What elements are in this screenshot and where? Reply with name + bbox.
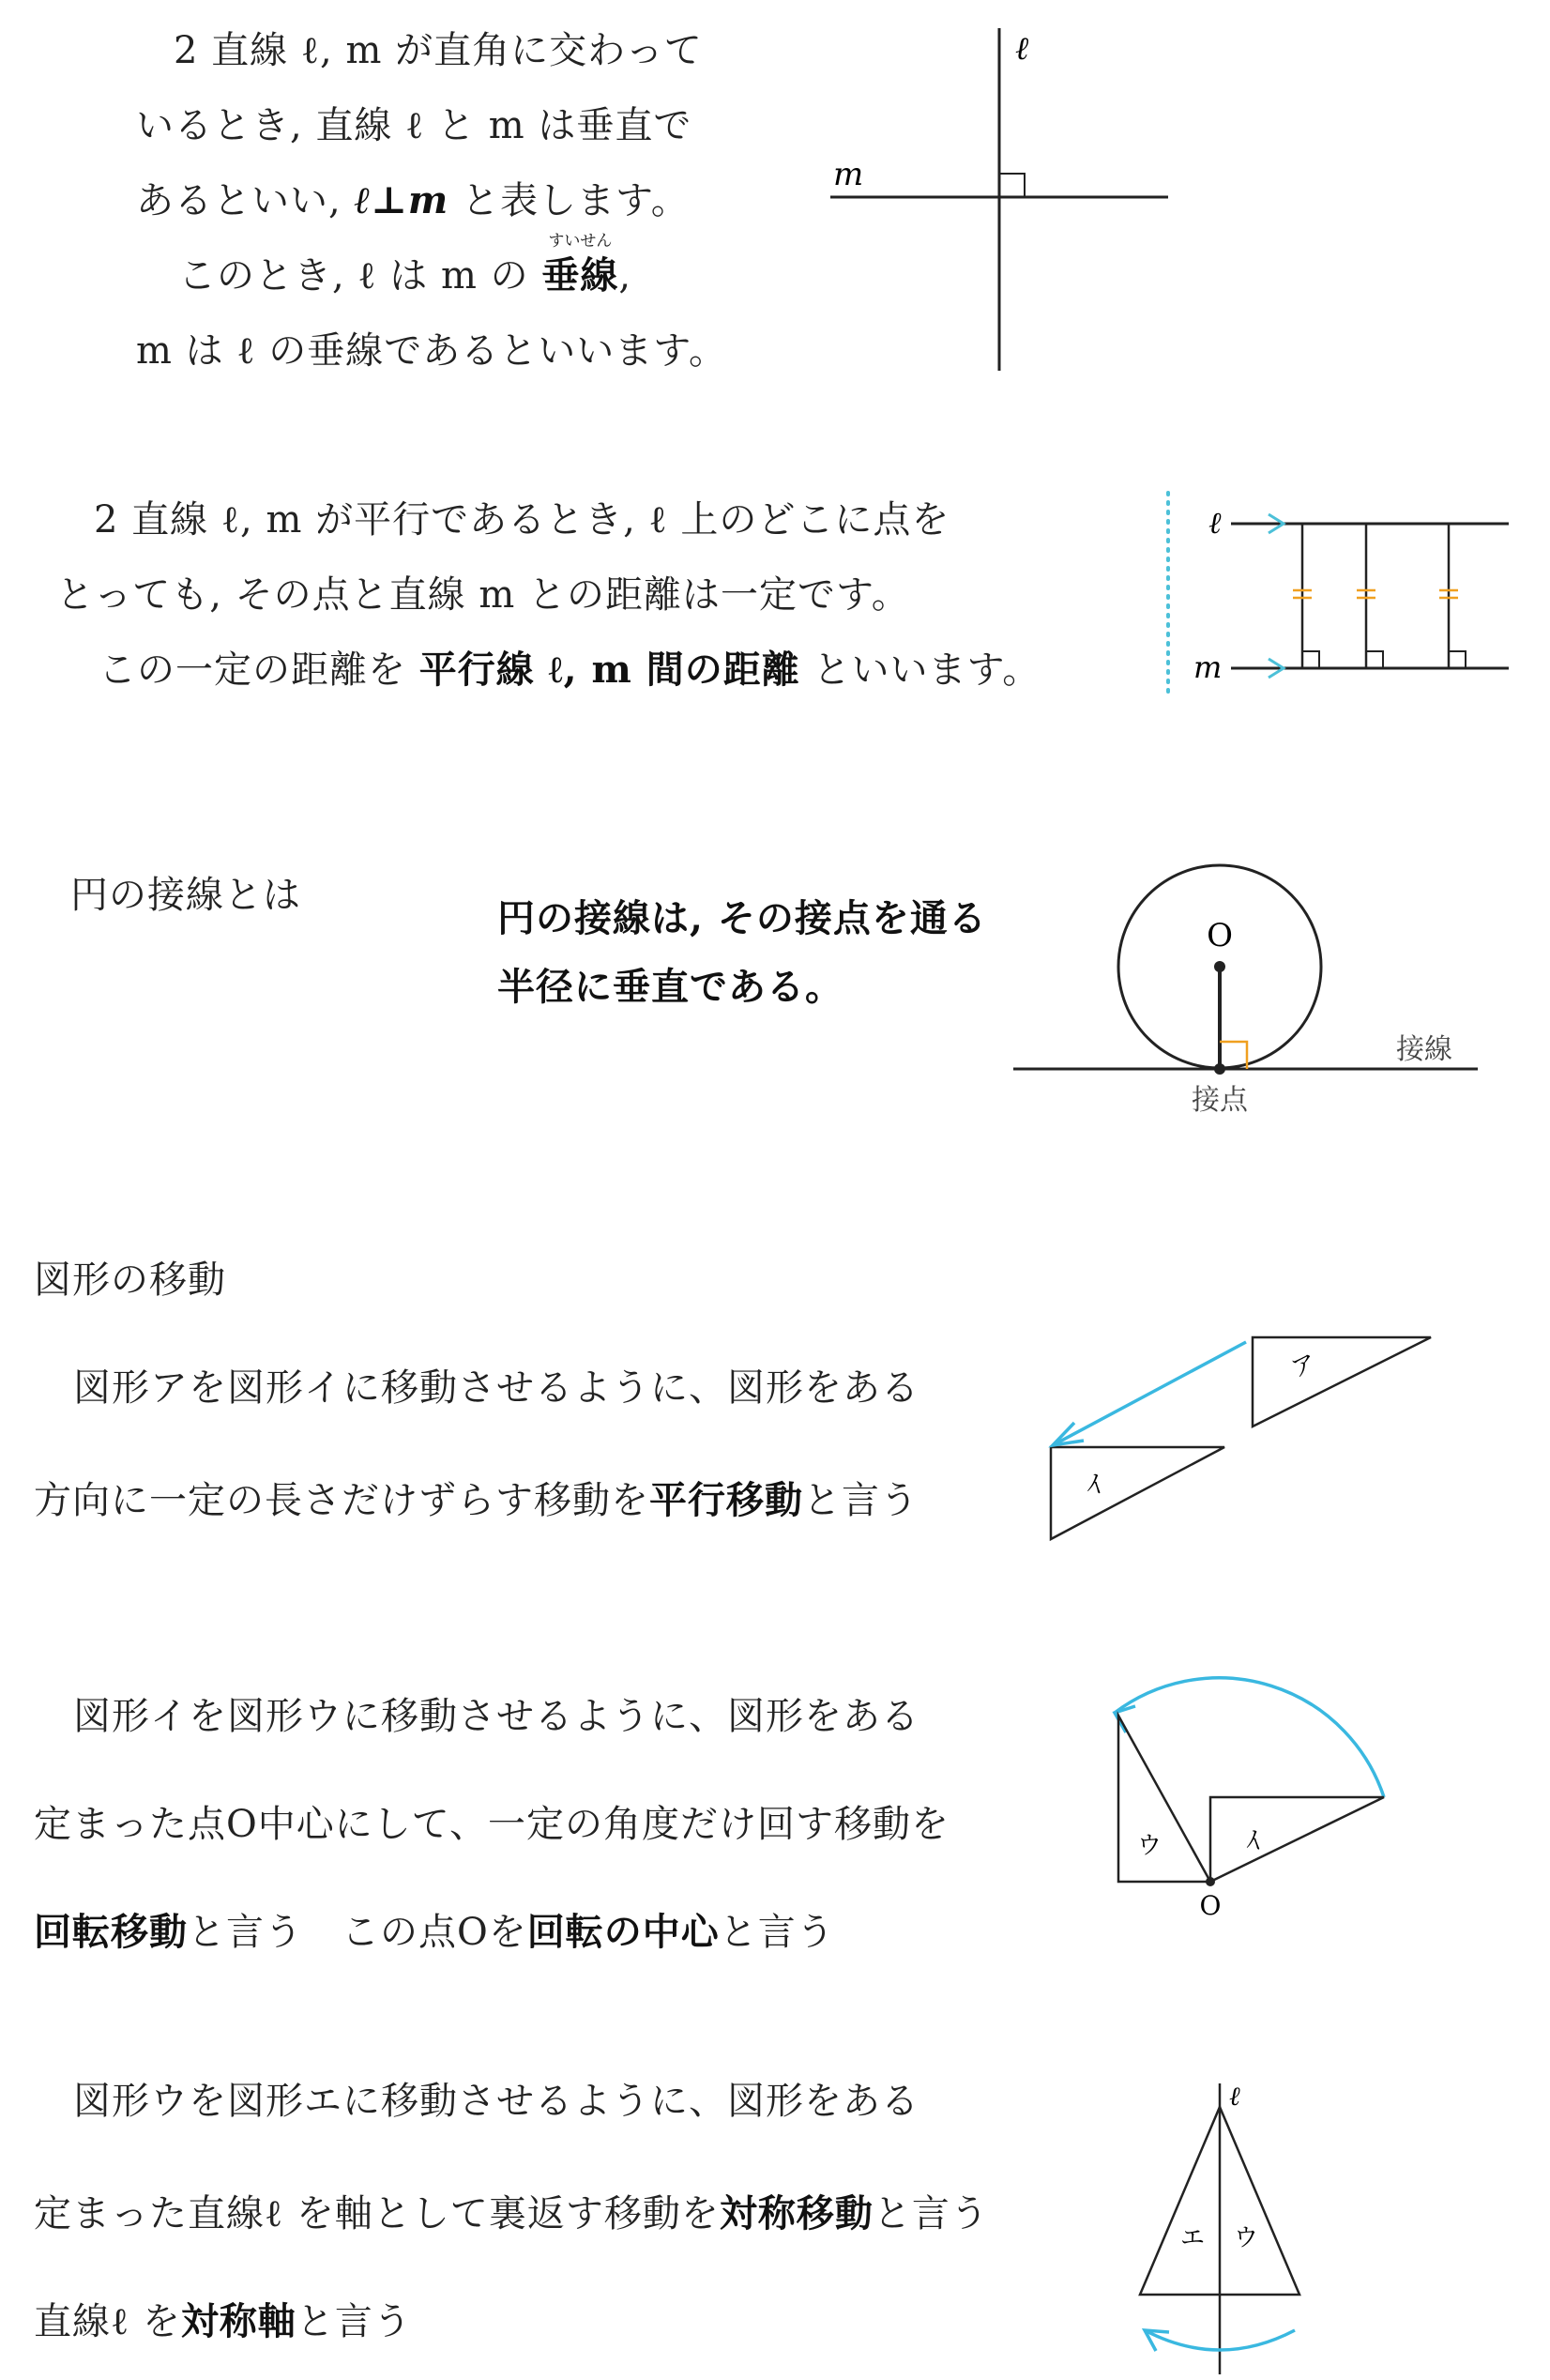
section-transform bbox=[0, 1239, 1550, 2380]
translation-text-line2: 方向に一定の長さだけずらす移動を平行移動と言う bbox=[34, 1478, 919, 1522]
ruby-suisen: すいせん bbox=[548, 232, 613, 251]
translation-text-line1: 図形アを図形イに移動させるように、図形をある bbox=[73, 1366, 919, 1410]
label-b: イ bbox=[1079, 1468, 1112, 1503]
perpendicular-notation: ℓ⊥m bbox=[354, 178, 449, 222]
label-u: ウ bbox=[1234, 2224, 1259, 2252]
term-symmetry-axis: 対称軸 bbox=[180, 2299, 296, 2343]
symmetry-text-line2: 定まった直線ℓ を軸として裏返す移動を対称移動と言う bbox=[34, 2191, 989, 2235]
label-axis: ℓ bbox=[1229, 2081, 1240, 2112]
term-symmetry: 対称移動 bbox=[719, 2191, 874, 2235]
parallel-text-line2: とっても, その点と直線 m との距離は一定です。 bbox=[56, 573, 910, 617]
figure-u bbox=[1118, 1716, 1210, 1882]
tangent-label: 接線 bbox=[1396, 1033, 1452, 1066]
label-l: ℓ bbox=[1208, 505, 1222, 541]
tangent-point bbox=[1214, 1063, 1225, 1075]
transform-heading: 図形の移動 bbox=[34, 1259, 226, 1302]
parallel-text-line1: 2 直線 ℓ, m が平行であるとき, ℓ 上のどこに点を bbox=[94, 498, 950, 542]
label-m: m bbox=[833, 156, 864, 193]
perpendicular-diagram bbox=[816, 23, 1192, 380]
distance-segments bbox=[1302, 524, 1449, 668]
tangent-heading: 円の接線とは bbox=[70, 874, 301, 917]
rotation-text-line2: 定まった点O中心にして、一定の角度だけ回す移動を bbox=[34, 1803, 950, 1846]
term-parallel-distance: 平行線 ℓ, m 間の距離 bbox=[418, 648, 800, 692]
label-o: O bbox=[1199, 1890, 1222, 1921]
rotation-text-line1: 図形イを図形ウに移動させるように、図形をある bbox=[73, 1695, 919, 1738]
right-angle-marks bbox=[1302, 651, 1466, 668]
translation-arrowhead bbox=[1053, 1423, 1084, 1445]
perpendicular-text-line1: 2 直線 ℓ, m が直角に交わって bbox=[174, 29, 703, 72]
label-i: イ bbox=[1238, 1823, 1271, 1860]
right-angle-mark bbox=[999, 174, 1025, 197]
term-rotation: 回転移動 bbox=[34, 1910, 188, 1954]
equal-marks bbox=[1293, 590, 1458, 598]
tangent-statement-line2: 半径に垂直である。 bbox=[497, 965, 843, 1009]
rotation-center-point bbox=[1206, 1877, 1215, 1886]
rotation-text-line3: 回転移動と言う この点Oを回転の中心と言う bbox=[34, 1910, 835, 1954]
symmetry-text-line3: 直線ℓ を対称軸と言う bbox=[34, 2299, 412, 2343]
label-e: エ bbox=[1180, 2224, 1206, 2252]
label-m: m bbox=[1193, 649, 1223, 685]
section-perpendicular bbox=[0, 0, 1550, 394]
parallel-text-line3: この一定の距離を 平行線 ℓ, m 間の距離 といいます。 bbox=[99, 648, 1041, 692]
term-suisen: すいせん 垂線 bbox=[541, 232, 619, 298]
perpendicular-text-line5: m は ℓ の垂線であるといいます。 bbox=[136, 329, 728, 373]
perpendicular-text-line4: このとき, ℓ は m の すいせん 垂線, bbox=[178, 232, 632, 298]
tangent-statement-line1: 円の接線は, その接点を通る bbox=[497, 896, 987, 940]
perpendicular-text-line2: いるとき, 直線 ℓ と m は垂直で bbox=[136, 104, 692, 147]
rotation-diagram bbox=[1098, 1680, 1417, 1952]
label-u: ウ bbox=[1137, 1832, 1162, 1860]
center-point bbox=[1214, 961, 1225, 972]
point-label: 接点 bbox=[1192, 1084, 1248, 1117]
section-tangent bbox=[0, 845, 1550, 1145]
figure-a bbox=[1253, 1337, 1431, 1426]
perpendicular-text-line3: あるといい, ℓ⊥m と表します。 bbox=[136, 178, 690, 222]
parallel-diagram bbox=[1154, 488, 1539, 704]
figure-b bbox=[1051, 1447, 1224, 1539]
symmetry-text-line1: 図形ウを図形エに移動させるように、図形をある bbox=[73, 2080, 919, 2123]
label-l: ℓ bbox=[1015, 30, 1029, 68]
term-translation: 平行移動 bbox=[649, 1478, 803, 1522]
rotation-arc bbox=[1115, 1678, 1384, 1797]
term-rotation-center: 回転の中心 bbox=[526, 1910, 720, 1954]
section-parallel bbox=[0, 488, 1550, 732]
symmetry-diagram bbox=[1098, 2079, 1379, 2379]
translation-arrow bbox=[1053, 1342, 1246, 1445]
translation-diagram bbox=[1032, 1295, 1464, 1549]
tangent-diagram bbox=[1004, 863, 1529, 1145]
figure-i bbox=[1210, 1797, 1384, 1882]
label-a: ア bbox=[1287, 1349, 1320, 1384]
center-label: O bbox=[1207, 917, 1233, 954]
